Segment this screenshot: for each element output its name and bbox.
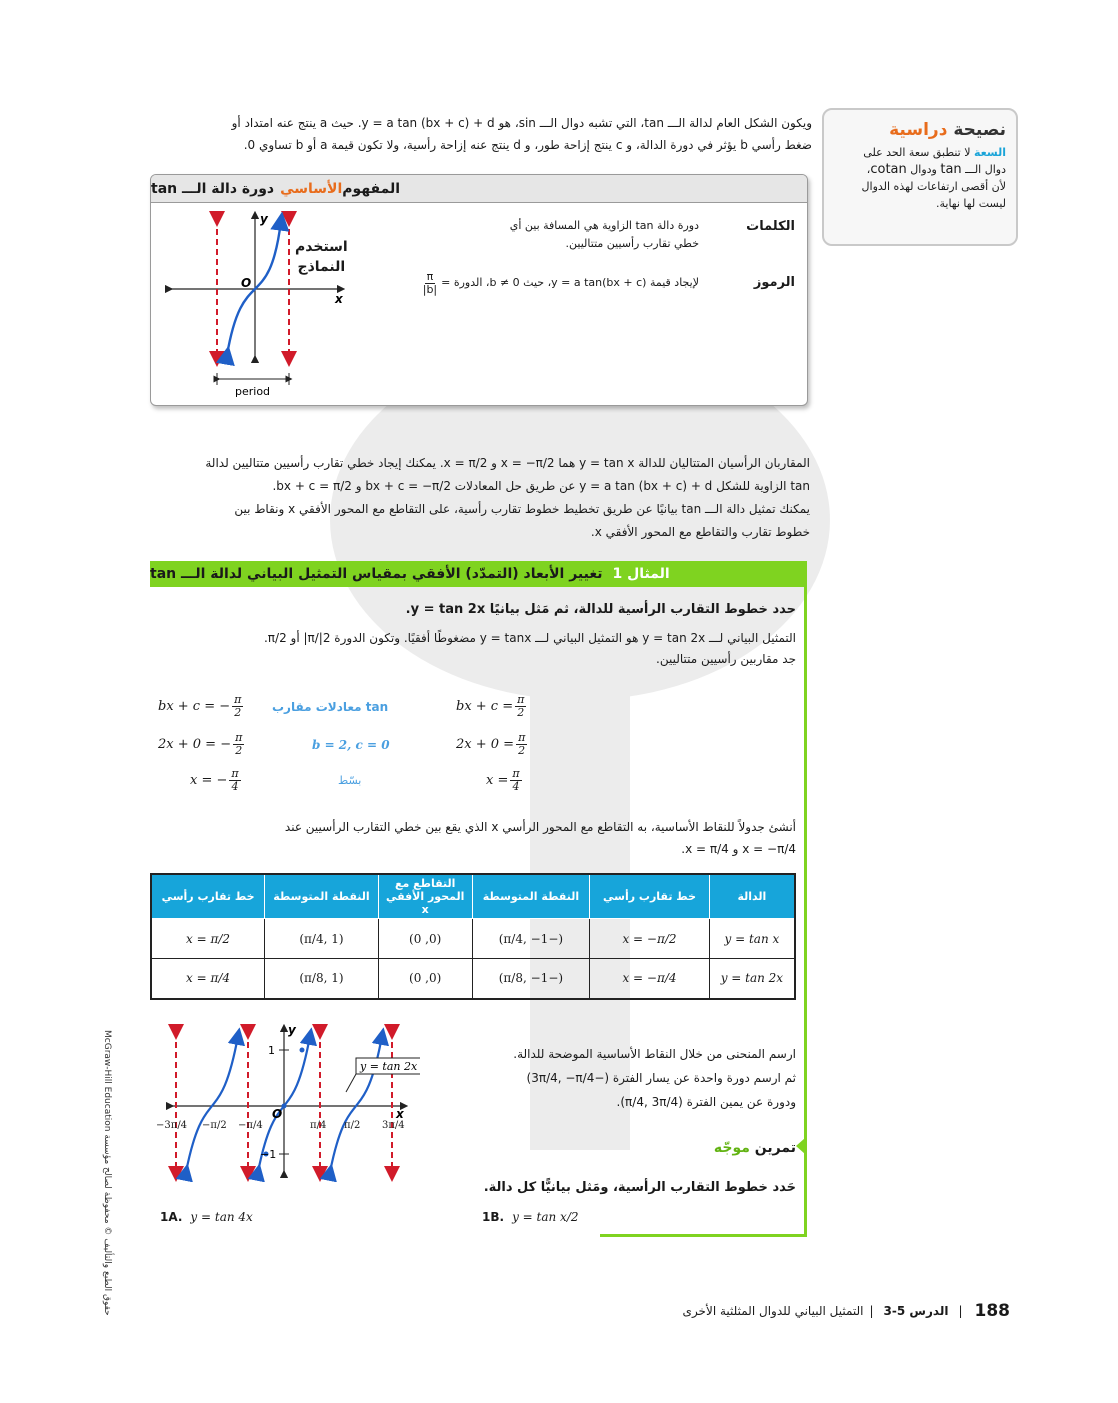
tan-branch-right	[330, 1036, 382, 1172]
cell-x-intercept: (0, 0)	[378, 919, 472, 959]
intro-paragraph: ويكون الشكل العام لدالة الـــ tan، التي تشبه دوال الـــ sin، هو y = a tan (bx + c) + d. حيث a ينتج عنه امتداد أو ضغط رأسي b يؤثر في دورة الدالة، و c ينتج إزاحة طور، و d ينتج عنه إزاحة رأسية، ولا تكون قيمة a أو b تساوي 0.	[231, 116, 812, 152]
cell-x-intercept: (0, 0)	[378, 959, 472, 999]
symbols-label: الرموز	[753, 275, 795, 290]
period-label: period	[235, 385, 271, 398]
eq-note-2: b = 2, c = 0	[312, 738, 390, 752]
page-number: 188	[974, 1301, 1010, 1321]
cell-asymptote-left: x = −π/4	[590, 959, 710, 999]
example-paragraph-1: التمثيل البياني لـــ y = tan 2x هو التمثيل البياني لـــ y = tanx مضغوطًا أفقيًا. وتكون الدورة π/|2| أو π/2. جد مقاربين رأسيين متتاليين.	[263, 631, 796, 666]
x-label: x	[335, 292, 343, 306]
graph2-x-label: x	[396, 1107, 404, 1121]
table-header-row	[151, 874, 795, 919]
explanation-paragraph: المقاربان الرأسيان المتتاليان للدالة y = tan x هما x = −π/2 و x = π/2. يمكنك إيجاد خطي تقارب رأسيين متتاليين لدالة tan الزاوية للشكل y = a tan (bx + c) + d عن طريق حل المعادلات bx + c = −π/2 و bx + c = π/2. يمكنك تمثيل دالة الـــ tan بيانيًا عن طريق تخطيط خطوط تقارب رأسية، على التقاطع مع المحور الأفقي x ونقاط بين خطوط تقارب والتقاطع مع المحور الأفقي x.	[205, 456, 810, 539]
tick-label-neg-pi4: −π/4	[238, 1120, 263, 1131]
eq-right-3: x = $\frac{\pi}{4}$	[486, 767, 520, 793]
example-bottom-border	[600, 1234, 807, 1237]
tick-label-y-1: 1	[268, 1044, 275, 1057]
words-label: الكلمات	[746, 219, 795, 234]
practice-marker-icon	[796, 1138, 805, 1154]
side-copyright: McGraw-Hill Education حقوق الطبع والتأليف © محفوظة لصالح مؤسسة	[102, 1030, 112, 1316]
problem-1a: 1A. y = tan 4x	[160, 1210, 253, 1224]
table-row	[151, 959, 795, 999]
cell-midpoint-right: (π/4, 1)	[265, 919, 379, 959]
cell-midpoint-left: (−π/8, −1)	[472, 959, 590, 999]
tan-period-graph	[165, 209, 355, 399]
th-asymptote-left: خط تقارب رأسي	[590, 874, 710, 919]
cell-asymptote-right: x = π/2	[151, 919, 265, 959]
period-fraction: $\frac{\pi}{|b|}$	[422, 270, 438, 296]
study-tip-box	[822, 108, 1018, 246]
example-paragraph-2: أنشئ جدولاً للنقاط الأساسية، به التقاطع مع المحور الرأسي x الذي يقع بين خطي التقارب الرأسيين عند x = −π/4 و x = π/4.	[284, 820, 796, 856]
cell-asymptote-right: x = π/4	[151, 959, 265, 999]
page-footer: التمثيل البياني للدوال المثلثية الأخرى | الدرس 5-3 | 188	[682, 1301, 1010, 1321]
footer-lesson-title: التمثيل البياني للدوال المثلثية الأخرى	[682, 1304, 864, 1318]
eq-left-2: 2x + 0 = − $\frac{\pi}{2}$	[158, 731, 243, 757]
tick-label-3pi4: 3π/4	[382, 1120, 405, 1131]
tip-title: نصيحة دراسية	[889, 120, 1006, 140]
tip-subtitle: السعة	[974, 146, 1006, 159]
cell-midpoint-left: (−π/4, −1)	[472, 919, 590, 959]
use-models-label: استخدم النماذج	[295, 239, 348, 275]
tan-2x-graph	[150, 1022, 420, 1182]
cell-function: y = tan x	[709, 919, 795, 959]
footer-lesson-number: الدرس 5-3	[883, 1304, 949, 1318]
th-asymptote-right: خط تقارب رأسي	[151, 874, 265, 919]
example-tag: المثال 1	[612, 566, 670, 582]
words-text: دورة دالة tan الزاوية هي المسافة بين أي خطي تقارب رأسيين متتاليين.	[509, 219, 699, 250]
problem-1b: 1B. y = tan x/2	[482, 1210, 579, 1224]
point-mid-pos	[300, 1048, 305, 1053]
point-origin	[282, 1104, 287, 1109]
example-border	[804, 561, 807, 1237]
eq-note-3: بسّط	[338, 774, 362, 787]
eq-right-1: bx + c = $\frac{\pi}{2}$	[456, 693, 525, 719]
tick-label-pi4: π/4	[310, 1120, 327, 1131]
example-title: تغيير الأبعاد (التمدّد) الأفقي بمقياس التمثيل البياني لدالة الـــ tan	[150, 566, 603, 582]
example-paragraph-3: ارسم المنحنى من خلال النقاط الأساسية الموضحة للدالة. ثم ارسم دورة واحدة عن يسار الفترة (−3π/4, −π/4) ودورة عن يمين الفترة (π/4, 3π/4).	[513, 1047, 796, 1109]
key-concept-header: المفهوم الأساسي دورة دالة الـــ tan	[151, 175, 807, 203]
th-x-intercept: التقاطع مع المحور الأفقي x	[378, 874, 472, 919]
tan-curve	[227, 221, 281, 355]
cell-function: y = tan 2x	[709, 959, 795, 999]
origin-label: O	[241, 276, 252, 290]
example-task: حدد خطوط التقارب الرأسية للدالة، ثم مَثل بيانيًا y = tan 2x.	[405, 602, 796, 617]
tip-body: السعة لا تنطبق سعة الحد على دوال الـــ tan ودوال cotan، لأن أقصى ارتفاعات لهذه الدوال ليست لها نهاية.	[861, 146, 1006, 210]
th-midpoint-right: النقطة المتوسطة	[265, 874, 379, 919]
practice-task: حَدد خطوط التقارب الرأسية، ومَثل بيانيًّا كل دالة.	[483, 1180, 796, 1195]
graph2-y-label: y	[288, 1023, 296, 1037]
cell-midpoint-right: (π/8, 1)	[265, 959, 379, 999]
th-function: الدالة	[709, 874, 795, 919]
function-label-pointer	[346, 1074, 356, 1092]
example-header	[150, 561, 806, 587]
table-row	[151, 919, 795, 959]
eq-right-2: 2x + 0 = $\frac{\pi}{2}$	[456, 731, 526, 757]
eq-left-1: bx + c = − $\frac{\pi}{2}$	[158, 693, 242, 719]
key-points-table	[150, 873, 796, 1000]
y-label: y	[260, 212, 268, 226]
tick-label-pi2: π/2	[344, 1120, 361, 1131]
eq-note-1: معادلات مقارب tan	[272, 700, 389, 714]
tick-label-neg-pi2: −π/2	[202, 1120, 227, 1131]
tan-branch-left	[186, 1036, 238, 1172]
eq-left-3: x = − $\frac{\pi}{4}$	[190, 767, 239, 793]
th-midpoint-left: النقطة المتوسطة	[472, 874, 590, 919]
guided-practice-title: تمرين موجّه	[713, 1140, 796, 1156]
key-concept-box	[150, 174, 808, 406]
tick-label-y-neg1: −1	[260, 1148, 277, 1161]
graph2-origin-label: O	[272, 1107, 283, 1121]
symbols-text: لإيجاد قيمة y = a tan(bx + c)، حيث b ≠ 0، الدورة = $\frac{\pi}{|b|}$	[422, 270, 699, 296]
function-label: y = tan 2x	[360, 1060, 418, 1073]
tick-label-neg-3pi4: −3π/4	[156, 1120, 188, 1131]
cell-asymptote-left: x = −π/2	[590, 919, 710, 959]
